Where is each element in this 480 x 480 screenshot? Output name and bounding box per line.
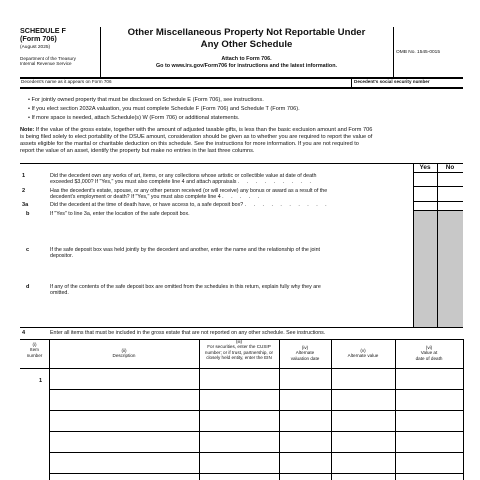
line-3d-question: If any of the contents of the safe deposit box are omitted from the schedules in this return, explain fully why they are omitted. — [50, 283, 321, 297]
table-row[interactable] — [49, 411, 463, 431]
bullet-item: • If you elect section 2032A valuation, you must complete Schedule F (Form 706) and Schedule T (Form 706). — [28, 106, 300, 113]
col-header-description: (ii) Description — [112, 348, 136, 359]
line-4-number: 4 — [22, 330, 26, 336]
department-line: Department of the Treasury — [20, 56, 76, 61]
col-header-item-number: (i) Item number — [26, 342, 43, 358]
attach-instruction: Attach to Form 706. — [221, 56, 272, 62]
items-table — [20, 339, 463, 480]
line-1-question: Did the decedent own any works of art, items, or any collections whose artistic or collectible value at date of death exceeded $3,000? If "Yes," you must also complete line 4 and attach appraisals . . . . . . . . . — [50, 172, 317, 186]
line-2-question: Has the decedent's estate, spouse, or any other person received (or will receive) any bonus or award as a result of the decedent's employment or death? If "Yes," you must also complete line 4 . . . . . — [50, 187, 328, 201]
line-3a-question: Did the decedent at the time of death have, or have access to, a safe deposit box? . . . . . . . . . . — [50, 202, 330, 208]
line-3b-letter: b — [26, 211, 30, 217]
col-header-alternate-valuation-date: (iv) Alternate valuation date — [290, 345, 320, 361]
form-header — [20, 27, 463, 77]
note-label: Note: — [20, 127, 35, 133]
yes-header: Yes — [419, 164, 431, 171]
decedent-ssn-field[interactable] — [352, 78, 463, 87]
schedule-label: SCHEDULE F — [20, 26, 66, 35]
line-3b-answer-area[interactable] — [48, 219, 412, 244]
line-3c-question: If the safe deposit box was held jointly by the decedent and another, enter the name and the relationship of the joint depositor. — [50, 246, 321, 260]
line-3a-no-box[interactable] — [438, 202, 462, 209]
form-number: (Form 706) — [20, 34, 57, 43]
col-header-value-at-death: (vi) Value at date of death — [415, 345, 443, 361]
line-3c-letter: c — [26, 247, 30, 253]
line-2-yes-box[interactable] — [414, 187, 436, 200]
first-item-number: 1 — [39, 378, 43, 384]
no-header: No — [445, 164, 455, 171]
table-row[interactable] — [49, 453, 463, 473]
decedent-name-label: Decedent's name as it appears on Form 706 — [21, 79, 112, 84]
line-3d-letter: d — [26, 284, 30, 290]
line-1-yes-box[interactable] — [414, 173, 436, 186]
revision-date: (August 2025) — [20, 45, 51, 50]
table-row[interactable] — [49, 432, 463, 452]
portability-note: Note: If the value of the gross estate, together with the amount of adjusted taxable gifts, is less than the basic exclusion amount and Form 706 is being filed solely to elect portability of the DSUE amount, consideration should be given as to whether you are required to report the value of assets eligible for the marital or charitable deduction on this schedule. See the instructions for more information. If you are not required to report the value of an asset, identify the property but make no entries in the last three columns. — [20, 127, 373, 154]
line-1-number: 1 — [22, 173, 26, 179]
table-row[interactable] — [49, 390, 463, 410]
col-header-cusip-ein: (iii) For securities, enter the CUSIP number; or if trust, partnership, or closely held entity, enter the EIN — [204, 339, 274, 361]
decedent-ssn-label: Decedent's social security number — [354, 79, 430, 84]
decedent-name-field[interactable] — [20, 78, 350, 87]
service-line: Internal Revenue Service — [20, 61, 72, 67]
omb-number: OMB No. 1545-0015 — [396, 50, 440, 55]
goto-instruction: Go to www.irs.gov/Form706 for instructions and the latest information. — [155, 63, 337, 69]
line-3b-question: If "Yes" to line 3a, enter the location of the safe deposit box. — [50, 211, 190, 217]
line-3a-number: 3a — [22, 202, 29, 208]
line-1-no-box[interactable] — [438, 173, 462, 186]
line-4-instruction: Enter all items that must be included in the gross estate that are not reported on any other schedule. See instructions. — [50, 330, 326, 336]
line-2-no-box[interactable] — [438, 187, 462, 200]
line-3a-yes-box[interactable] — [414, 202, 436, 209]
shaded-area — [438, 211, 463, 327]
form-title-line1: Other Miscellaneous Property Not Reportable Under — [127, 27, 366, 38]
line-3c-answer-area[interactable] — [48, 262, 412, 282]
line-2-number: 2 — [22, 188, 26, 194]
schedule-id — [20, 27, 100, 67]
form-title-block — [100, 27, 393, 70]
bullet-list — [28, 97, 458, 122]
bullet-item: • For jointly owned property that must be disclosed on Schedule E (Form 706), see instructions. — [28, 97, 264, 103]
bullet-item: • If more space is needed, attach Schedule(s) W (Form 706) or additional statements. — [28, 115, 240, 122]
form-title-line2: Any Other Schedule — [200, 38, 293, 50]
line-3d-answer-area[interactable] — [48, 298, 412, 324]
table-row[interactable] — [49, 369, 463, 389]
shaded-area — [414, 211, 437, 327]
col-header-alternate-value: (v) Alternate value — [347, 348, 379, 359]
